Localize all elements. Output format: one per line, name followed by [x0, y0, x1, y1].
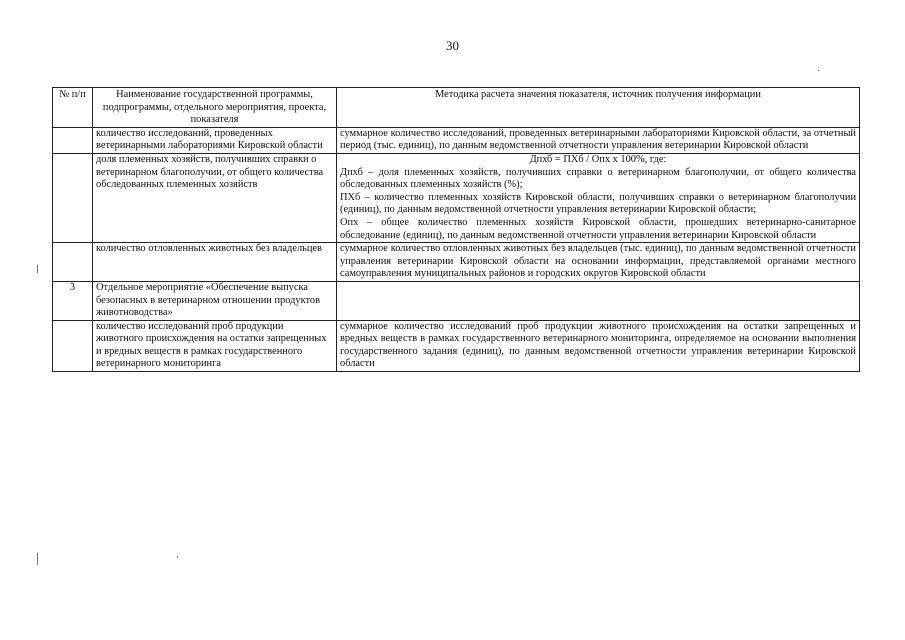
header-method: Методика расчета значения показателя, источник получения информации: [337, 88, 860, 128]
row-formula: Дпхб = ПХб / Опх х 100%, где:: [529, 153, 667, 165]
row-name: количество исследований проб продукции животного происхождения на остатки запрещенных и вредных веществ в рамках государственного ветеринарного мониторинга: [93, 320, 337, 371]
scan-mark: [818, 70, 819, 71]
table-row: [53, 153, 860, 242]
scan-mark: [37, 265, 38, 273]
row-name: количество отловленных животных без владельцев: [93, 243, 337, 282]
row-num: [53, 320, 93, 371]
table-row: [53, 320, 860, 371]
scan-mark: [37, 553, 38, 565]
row-num: [53, 127, 93, 153]
table-row: [53, 243, 860, 282]
indicator-methodology-table: [52, 87, 860, 372]
row-method: [337, 153, 860, 242]
method-line: ПХб – количество племенных хозяйств Кировской области, получивших справки о ветеринарном благополучии (единиц), по данным ведомственной отчетности управления ветеринарии Кировской области;: [340, 191, 856, 216]
row-num: [53, 153, 93, 242]
scan-mark: [177, 556, 178, 558]
row-name: количество исследований, проведенных ветеринарными лабораториями Кировской области: [93, 127, 337, 153]
row-num: [53, 243, 93, 282]
row-method: суммарное количество исследований, проведенных ветеринарными лабораториями Кировской области, за отчетный период (тыс. единиц), по данным ведомственной отчетности управления ветеринарии Кировской области: [337, 127, 860, 153]
row-name: доля племенных хозяйств, получивших справки о ветеринарном благополучии, от общего количества обследованных племенных хозяйств: [93, 153, 337, 242]
row-name: Отдельное мероприятие «Обеспечение выпуска безопасных в ветеринарном отношении продуктов животноводства»: [93, 281, 337, 320]
table-header-row: [53, 88, 860, 128]
header-num: № п/п: [53, 88, 93, 128]
table-row: [53, 281, 860, 320]
table-row: [53, 127, 860, 153]
row-num: 3: [53, 281, 93, 320]
row-method: суммарное количество отловленных животных без владельцев (тыс. единиц), по данным ведомственной отчетности управления ветеринарии Кировской области на основании информации, представляемой органами местного самоуправления муниципальных районов и городских округов Кировской области: [337, 243, 860, 282]
method-line: Дпхб – доля племенных хозяйств, получивших справки о ветеринарном благополучии, от общего количества обследованных племенных хозяйств (%);: [340, 166, 856, 191]
row-method: [337, 281, 860, 320]
page-number: 30: [446, 38, 459, 53]
header-name: Наименование государственной программы, подпрограммы, отдельного мероприятия, проекта, показателя: [93, 88, 337, 128]
method-line: Опх – общее количество племенных хозяйств Кировской области, прошедших ветеринарно-санитарное обследование (единиц), по данным ведомственной отчетности управления ветеринарии Кировской области: [340, 216, 856, 241]
row-method: суммарное количество исследований проб продукции животного происхождения на остатки запрещенных и вредных веществ в рамках государственного ветеринарного мониторинга, определяемое на основании выполнения государственного задания (единиц), по данным ведомственной отчетности управления ветеринарии Кировской области: [337, 320, 860, 371]
